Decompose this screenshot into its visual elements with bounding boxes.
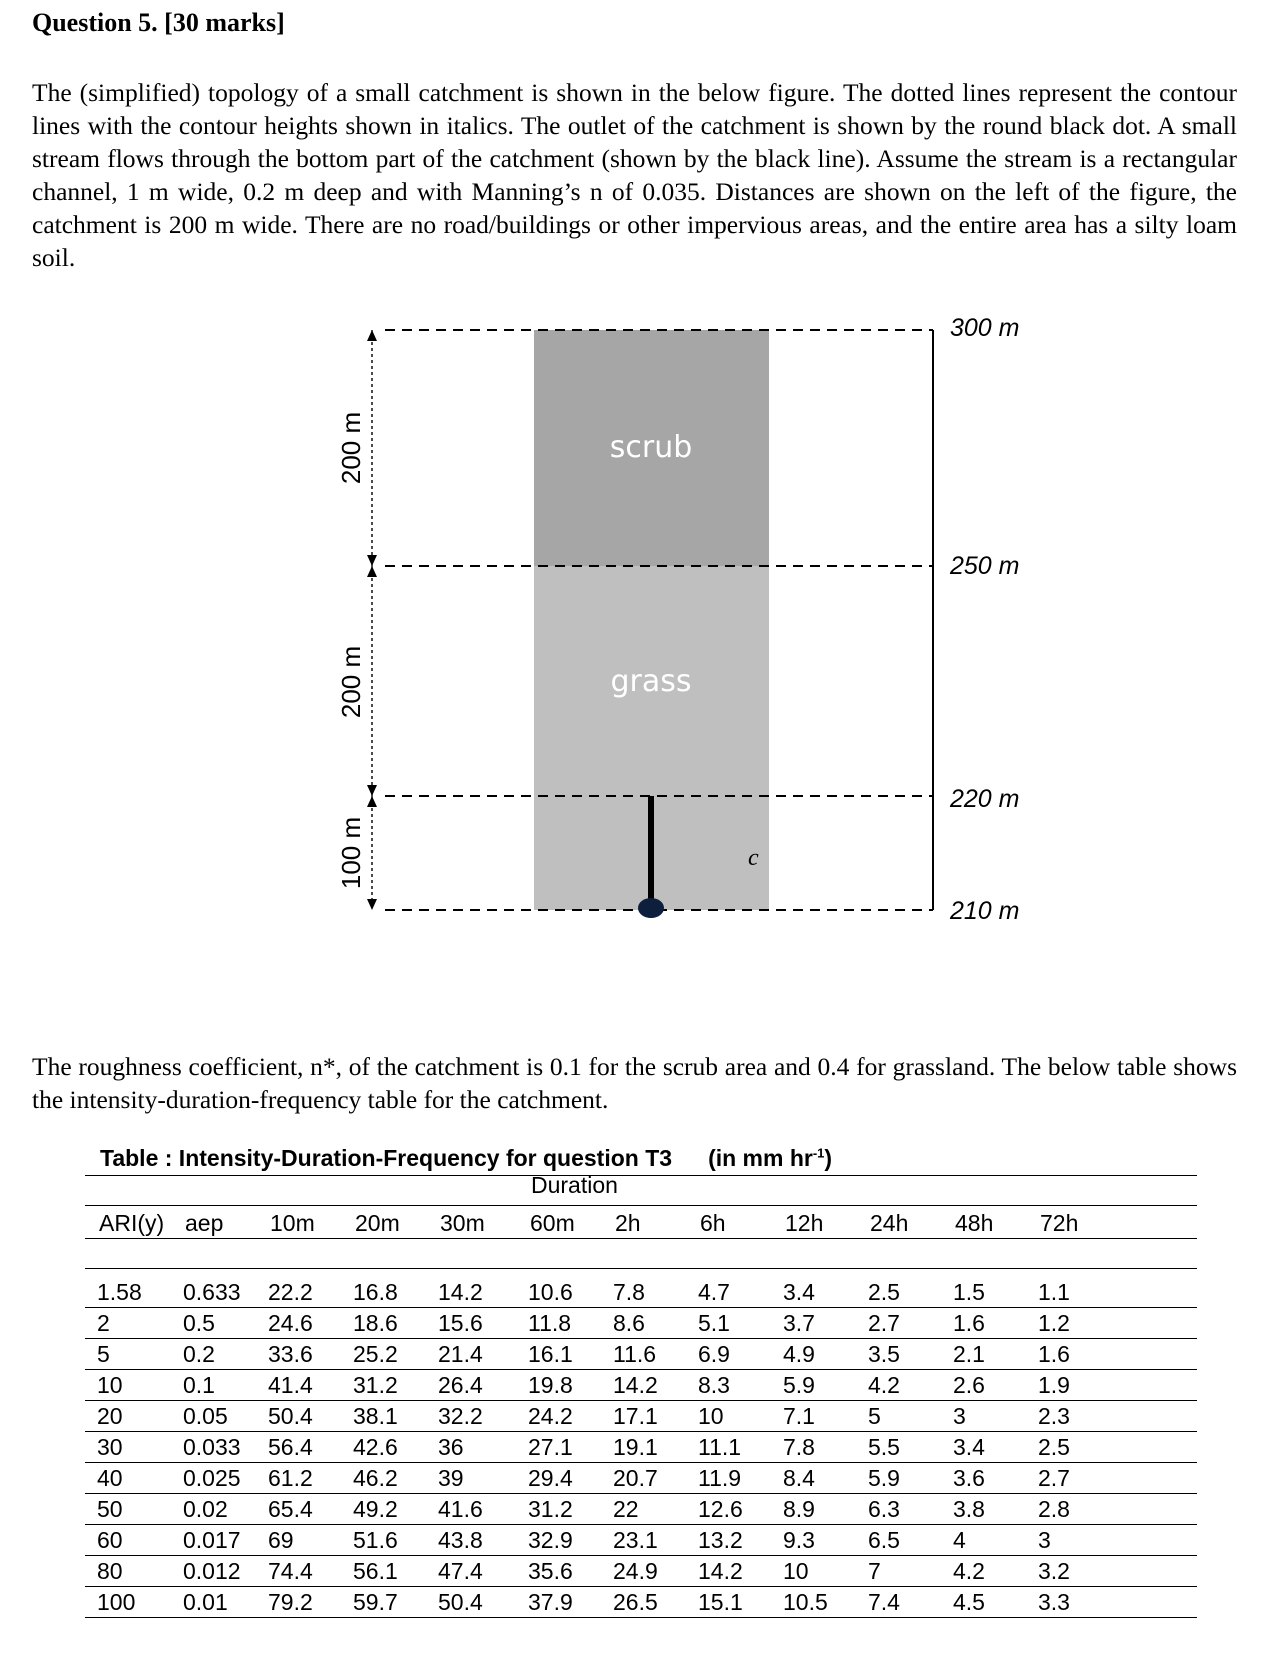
table-row (85, 1431, 1197, 1463)
idf-table-title (100, 1145, 832, 1172)
body-top-rule (85, 1268, 1197, 1269)
table-cell: 36 (438, 1434, 464, 1460)
header-bottom-rule (85, 1238, 1197, 1239)
table-cell: 6.9 (698, 1341, 730, 1367)
table-cell: 3.4 (783, 1279, 815, 1305)
table-cell: 37.9 (528, 1589, 573, 1615)
table-cell: 31.2 (353, 1372, 398, 1398)
table-row (85, 1307, 1197, 1339)
table-row (85, 1555, 1197, 1587)
table-cell: 3.8 (953, 1496, 985, 1522)
table-cell: 17.1 (613, 1403, 658, 1429)
table-cell: 3 (953, 1403, 966, 1429)
table-cell: 38.1 (353, 1403, 398, 1429)
table-cell: 20 (97, 1403, 123, 1429)
distance-label-3: 100 m (336, 816, 366, 890)
contour-label-210: 210 m (950, 897, 1020, 925)
table-cell: 4.2 (868, 1372, 900, 1398)
table-cell: 2.6 (953, 1372, 985, 1398)
table-cell: 25.2 (353, 1341, 398, 1367)
column-header: 6h (700, 1210, 726, 1236)
table-cell: 59.7 (353, 1589, 398, 1615)
table-cell: 39 (438, 1465, 464, 1491)
table-cell: 43.8 (438, 1527, 483, 1553)
table-cell: 60 (97, 1527, 123, 1553)
outlet-dot (638, 898, 664, 918)
column-header: 12h (785, 1210, 824, 1236)
table-top-rule (85, 1175, 1197, 1176)
table-cell: 11.9 (698, 1465, 742, 1491)
table-cell: 10 (97, 1372, 123, 1398)
table-cell: 9.3 (783, 1527, 815, 1553)
table-cell: 24.9 (613, 1558, 658, 1584)
table-cell: 1.6 (1038, 1341, 1070, 1367)
table-cell: 11.6 (613, 1341, 657, 1367)
table-cell: 69 (268, 1527, 294, 1553)
table-cell: 23.1 (613, 1527, 658, 1553)
table-row (85, 1369, 1197, 1401)
table-cell: 1.6 (953, 1310, 985, 1336)
table-cell: 22.2 (268, 1279, 313, 1305)
table-cell: 4.7 (698, 1279, 730, 1305)
table-cell: 50.4 (268, 1403, 313, 1429)
table-cell: 8.3 (698, 1372, 730, 1398)
table-cell: 8.4 (783, 1465, 815, 1491)
table-cell: 40 (97, 1465, 123, 1491)
table-cell: 20.7 (613, 1465, 658, 1491)
table-cell: 1.5 (953, 1279, 985, 1305)
table-cell: 5 (97, 1341, 110, 1367)
table-cell: 56.4 (268, 1434, 313, 1460)
table-cell: 2.1 (953, 1341, 985, 1367)
table-cell: 1.58 (97, 1279, 142, 1305)
table-cell: 4.5 (953, 1589, 985, 1615)
table-cell: 47.4 (438, 1558, 483, 1584)
table-cell: 10 (698, 1403, 724, 1429)
table-cell: 56.1 (353, 1558, 398, 1584)
table-cell: 35.6 (528, 1558, 573, 1584)
table-row (85, 1276, 1197, 1308)
table-cell: 7.4 (868, 1589, 900, 1615)
dimension-arrow-3 (367, 796, 377, 910)
table-cell: 0.033 (183, 1434, 241, 1460)
column-header: 60m (530, 1210, 575, 1236)
table-cell: 0.05 (183, 1403, 228, 1429)
table-cell: 65.4 (268, 1496, 313, 1522)
table-cell: 6.3 (868, 1496, 900, 1522)
column-header: 72h (1040, 1210, 1079, 1236)
column-header: 48h (955, 1210, 994, 1236)
table-cell: 7.1 (783, 1403, 815, 1429)
table-cell: 1.9 (1038, 1372, 1070, 1398)
table-cell: 41.6 (438, 1496, 483, 1522)
table-cell: 0.02 (183, 1496, 228, 1522)
table-cell: 19.8 (528, 1372, 573, 1398)
table-cell: 49.2 (353, 1496, 398, 1522)
table-cell: 24.6 (268, 1310, 313, 1336)
table-cell: 16.1 (528, 1341, 573, 1367)
table-cell: 5.5 (868, 1434, 900, 1460)
table-cell: 80 (97, 1558, 123, 1584)
table-cell: 29.4 (528, 1465, 573, 1491)
table-cell: 13.2 (698, 1527, 743, 1553)
table-cell: 3 (1038, 1527, 1051, 1553)
table-cell: 4.2 (953, 1558, 985, 1584)
table-row (85, 1462, 1197, 1494)
table-cell: 0.633 (183, 1279, 241, 1305)
table-cell: 0.017 (183, 1527, 241, 1553)
stray-mark: c (748, 845, 759, 871)
idf-table-title-text: Table : Intensity-Duration-Frequency for question T3 (100, 1145, 673, 1171)
duration-rule (85, 1205, 1197, 1206)
scrub-label: scrub (609, 430, 693, 465)
table-cell: 8.6 (613, 1310, 645, 1336)
table-cell: 2.5 (1038, 1434, 1070, 1460)
table-cell: 3.4 (953, 1434, 985, 1460)
table-cell: 30 (97, 1434, 123, 1460)
table-row (85, 1400, 1197, 1432)
table-cell: 3.7 (783, 1310, 815, 1336)
table-cell: 5 (868, 1403, 881, 1429)
table-cell: 15.1 (698, 1589, 743, 1615)
idf-table-units: (in mm $hr^{-1}$) (708, 1145, 833, 1171)
roughness-paragraph: The roughness coefficient, n*, of the catchment is 0.1 for the scrub area and 0.4 for grassland. The below table shows the intensity-duration-frequency table for the catchment. (32, 1052, 1237, 1114)
table-cell: 1.1 (1038, 1279, 1070, 1305)
table-cell: 3.6 (953, 1465, 985, 1491)
table-cell: 14.2 (698, 1558, 743, 1584)
intro-paragraph: The (simplified) topology of a small catchment is shown in the below figure. The dotted lines represent the contour lines with the contour heights shown in italics. The outlet of the catchment is shown by the round black dot. A small stream flows through the bottom part of the catchment (shown by the black line). Assume the stream is a rectangular channel, 1 m wide, 0.2 m deep and with Manning’s n of 0.035. Distances are shown on the left of the figure, the catchment is 200 m wide. There are no road/buildings or other impervious areas, and the entire area has a silty loam soil. (32, 78, 1237, 272)
column-header: 20m (355, 1210, 400, 1236)
table-cell: 50.4 (438, 1589, 483, 1615)
table-cell: 7.8 (783, 1434, 815, 1460)
table-cell: 5.1 (698, 1310, 730, 1336)
table-cell: 0.1 (183, 1372, 215, 1398)
table-cell: 12.6 (698, 1496, 743, 1522)
distance-label-1: 200 m (336, 411, 366, 485)
table-cell: 10 (783, 1558, 809, 1584)
table-cell: 2 (97, 1310, 110, 1336)
column-header: aep (185, 1210, 224, 1236)
dimension-arrow-2 (367, 566, 377, 796)
grass-label: grass (610, 664, 692, 699)
column-header: 2h (615, 1210, 641, 1236)
table-cell: 4 (953, 1527, 966, 1553)
table-cell: 32.2 (438, 1403, 483, 1429)
table-cell: 14.2 (438, 1279, 483, 1305)
table-cell: 3.3 (1038, 1589, 1070, 1615)
table-cell: 4.9 (783, 1341, 815, 1367)
duration-label: Duration (531, 1172, 618, 1198)
question-heading: Question 5. [30 marks] (32, 8, 285, 37)
table-cell: 5.9 (868, 1465, 900, 1491)
column-header: ARI(y) (99, 1210, 165, 1236)
table-cell: 32.9 (528, 1527, 573, 1553)
contour-label-220: 220 m (950, 785, 1020, 813)
table-cell: 61.2 (268, 1465, 313, 1491)
table-cell: 26.4 (438, 1372, 483, 1398)
catchment-figure (0, 300, 1271, 960)
table-cell: 2.7 (1038, 1465, 1070, 1491)
table-cell: 79.2 (268, 1589, 313, 1615)
table-cell: 22 (613, 1496, 639, 1522)
table-cell: 26.5 (613, 1589, 658, 1615)
table-cell: 51.6 (353, 1527, 398, 1553)
table-row (85, 1586, 1197, 1618)
contour-label-300: 300 m (950, 314, 1020, 342)
distance-label-2: 200 m (336, 645, 366, 719)
table-cell: 0.025 (183, 1465, 241, 1491)
table-cell: 27.1 (528, 1434, 573, 1460)
table-row (85, 1524, 1197, 1556)
table-cell: 2.7 (868, 1310, 900, 1336)
table-cell: 6.5 (868, 1527, 900, 1553)
table-cell: 11.8 (528, 1310, 572, 1336)
table-cell: 21.4 (438, 1341, 483, 1367)
table-cell: 16.8 (353, 1279, 398, 1305)
table-row (85, 1493, 1197, 1525)
table-cell: 10.5 (783, 1589, 828, 1615)
table-cell: 5.9 (783, 1372, 815, 1398)
table-cell: 41.4 (268, 1372, 313, 1398)
table-cell: 0.01 (183, 1589, 228, 1615)
table-cell: 15.6 (438, 1310, 483, 1336)
table-cell: 0.5 (183, 1310, 215, 1336)
dimension-arrow-1 (367, 330, 377, 566)
table-cell: 42.6 (353, 1434, 398, 1460)
table-cell: 8.9 (783, 1496, 815, 1522)
table-cell: 7.8 (613, 1279, 645, 1305)
table-cell: 2.3 (1038, 1403, 1070, 1429)
table-cell: 3.2 (1038, 1558, 1070, 1584)
table-cell: 1.2 (1038, 1310, 1070, 1336)
table-cell: 33.6 (268, 1341, 313, 1367)
column-header: 10m (270, 1210, 315, 1236)
table-cell: 18.6 (353, 1310, 398, 1336)
column-header: 30m (440, 1210, 485, 1236)
table-cell: 2.8 (1038, 1496, 1070, 1522)
table-cell: 100 (97, 1589, 136, 1615)
table-cell: 50 (97, 1496, 123, 1522)
table-cell: 11.1 (698, 1434, 742, 1460)
table-cell: 10.6 (528, 1279, 573, 1305)
table-cell: 14.2 (613, 1372, 658, 1398)
table-cell: 7 (868, 1558, 881, 1584)
table-cell: 24.2 (528, 1403, 573, 1429)
table-cell: 46.2 (353, 1465, 398, 1491)
table-cell: 31.2 (528, 1496, 573, 1522)
contour-label-250: 250 m (950, 552, 1020, 580)
table-cell: 0.012 (183, 1558, 241, 1584)
table-cell: 74.4 (268, 1558, 313, 1584)
table-cell: 19.1 (613, 1434, 658, 1460)
table-cell: 3.5 (868, 1341, 900, 1367)
table-cell: 0.2 (183, 1341, 215, 1367)
column-header: 24h (870, 1210, 909, 1236)
table-row (85, 1338, 1197, 1370)
table-cell: 2.5 (868, 1279, 900, 1305)
